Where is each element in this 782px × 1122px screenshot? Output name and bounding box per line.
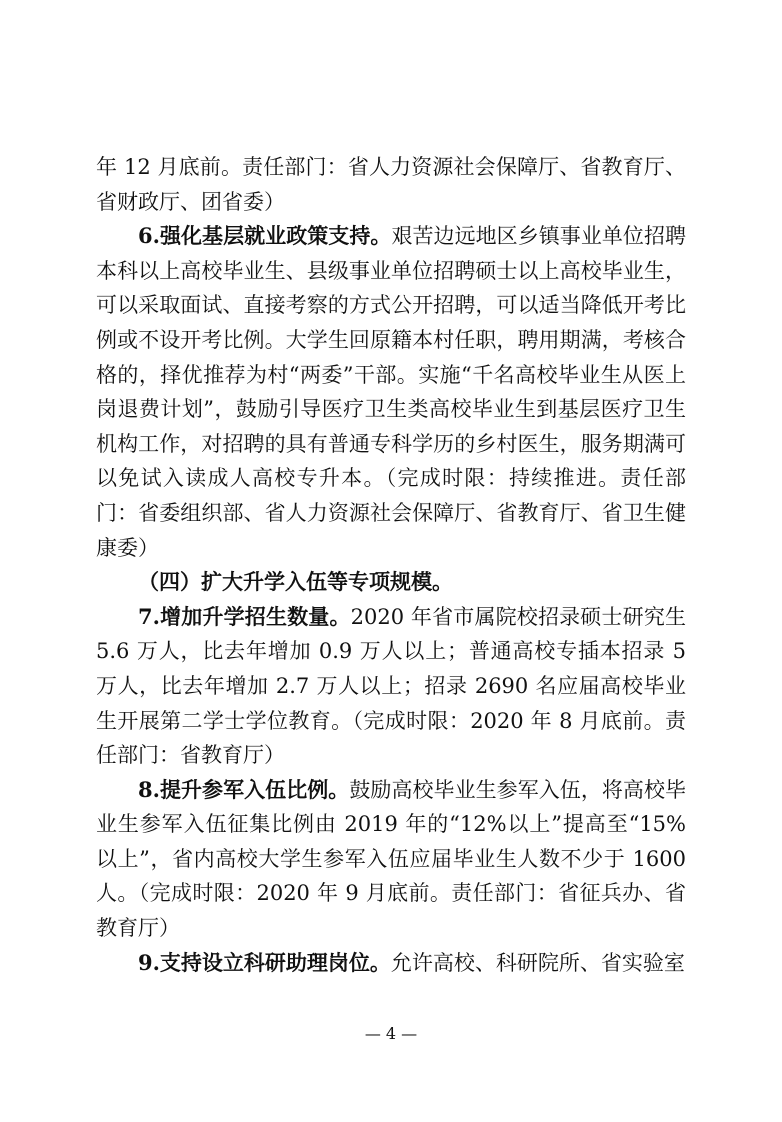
- paragraph-text: 2020 年省市属院校招录硕士研究生 5.6 万人，比去年增加 0.9 万人以上；普通高校专插本招录 5 万人，比去年增加 2.7 万人以上；招录 2690 名应届高校毕业生开展第二学士学位教育。（完成时限：2020 年 8 月底前。责任部门：省教育厅）: [96, 604, 686, 768]
- paragraph-text: 艰苦边远地区乡镇事业单位招聘本科以上高校毕业生、县级事业单位招聘硕士以上高校毕业生，可以采取面试、直接考察的方式公开招聘，可以适当降低开考比例或不设开考比例。大学生回原籍本村任职，聘用期满，考核合格的，择优推荐为村“两委”干部。实施“千名高校毕业生从医上岗退费计划”，鼓励引导医疗卫生类高校毕业生到基层医疗卫生机构工作，对招聘的具有普通专科学历的乡村医生，服务期满可以免试入读成人高校专升本。（完成时限：持续推进。责任部门：省委组织部、省人力资源社会保障厅、省教育厅、省卫生健康委）: [96, 224, 687, 560]
- paragraph-item-9: [96, 946, 686, 981]
- paragraph-text: 年 12 月底前。责任部门：省人力资源社会保障厅、省教育厅、省财政厅、团省委）: [96, 155, 686, 214]
- paragraph-continuation: [96, 150, 686, 219]
- paragraph-item-8: [96, 773, 686, 946]
- paragraph-heading: 6.强化基层就业政策支持。: [138, 223, 392, 249]
- paragraph-text: 允许高校、科研院所、省实验室: [390, 950, 685, 975]
- paragraph-item-7: [96, 600, 686, 773]
- paragraph-heading: 8.提升参军入伍比例。: [138, 776, 350, 802]
- paragraph-text: 鼓励高校毕业生参军入伍，将高校毕业生参军入伍征集比例由 2019 年的“12%以上”提高至“15%以上”，省内高校大学生参军入伍应届毕业生人数不少于 1600 人。（完成时限：2020 年 9 月底前。责任部门：省征兵办、省教育厅）: [96, 777, 686, 941]
- paragraph-heading: 9.支持设立科研助理岗位。: [138, 949, 391, 975]
- paragraph-item-6: [96, 219, 686, 565]
- page-number: — 4 —: [364, 1024, 418, 1043]
- section-heading-4: [96, 565, 686, 600]
- document-body: [96, 150, 686, 980]
- paragraph-heading: 7.增加升学招生数量。: [138, 603, 351, 629]
- section-heading-text: （四）扩大升学入伍等专项规模。: [138, 569, 453, 595]
